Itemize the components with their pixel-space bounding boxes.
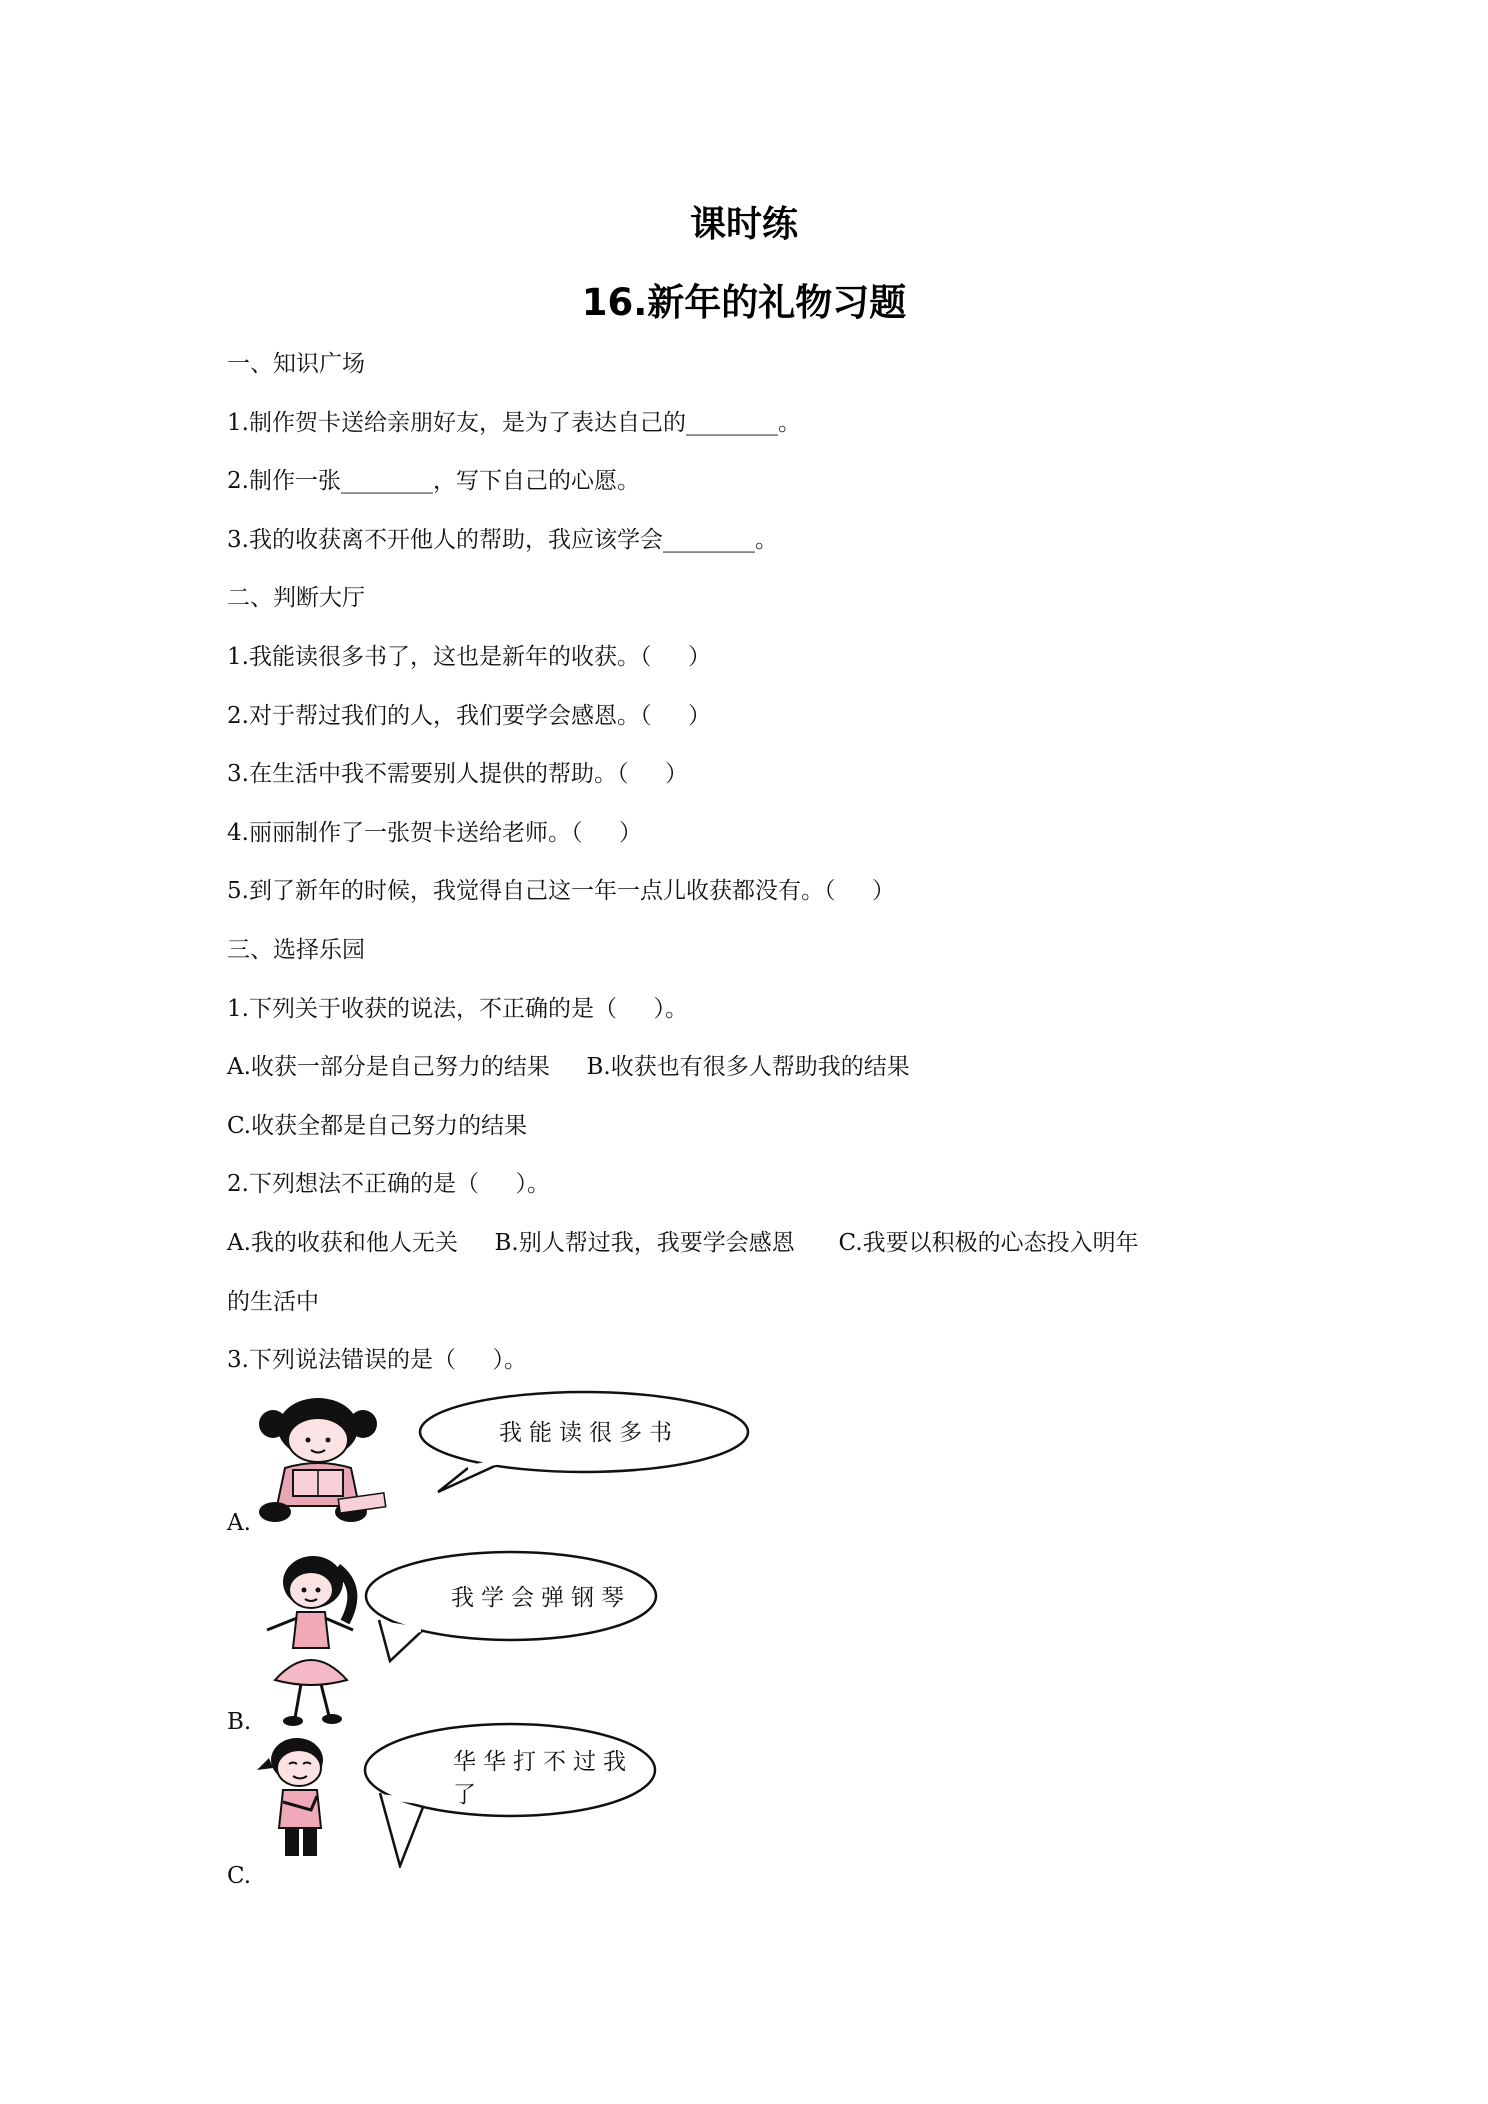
question-choice-2-options: A.我的收获和他人无关 B.别人帮过我，我要学会感恩 C.我要以积极的心态投入明年: [227, 1230, 1139, 1256]
question-judge-2: 2.对于帮过我们的人，我们要学会感恩。（ ）: [227, 703, 711, 729]
question-choice-1-option-c: C.收获全都是自己努力的结果: [227, 1113, 528, 1139]
page-subtitle: 16.新年的礼物习题: [581, 281, 907, 324]
question-choice-1-options-ab: A.收获一部分是自己努力的结果 B.收获也有很多人帮助我的结果: [227, 1054, 910, 1080]
question-choice-3: 3.下列说法错误的是（ ）。: [227, 1347, 527, 1373]
option-b-figure: [255, 1548, 725, 1733]
section-heading-knowledge: 一、知识广场: [227, 351, 365, 377]
option-a-figure: [255, 1388, 765, 1528]
bubble-text-c-line2: 了: [453, 1782, 483, 1808]
confident-child-icon: [257, 1738, 323, 1856]
question-choice-2: 2.下列想法不正确的是（ ）。: [227, 1171, 550, 1197]
speech-bubble: [365, 1724, 655, 1866]
girl-reading-icon: [259, 1398, 386, 1522]
girl-dancing-icon: [267, 1556, 353, 1726]
question-fill-3: 3.我的收获离不开他人的帮助，我应该学会________。: [227, 527, 778, 553]
option-b-label: B.: [227, 1709, 252, 1735]
question-choice-1: 1.下列关于收获的说法，不正确的是（ ）。: [227, 996, 688, 1022]
question-judge-5: 5.到了新年的时候，我觉得自己这一年一点儿收获都没有。（ ）: [227, 878, 895, 904]
speech-bubble: [366, 1552, 656, 1661]
question-choice-2-options-cont: 的生活中: [227, 1289, 319, 1315]
question-judge-1: 1.我能读很多书了，这也是新年的收获。（ ）: [227, 644, 711, 670]
question-judge-4: 4.丽丽制作了一张贺卡送给老师。（ ）: [227, 820, 642, 846]
question-fill-1: 1.制作贺卡送给亲朋好友，是为了表达自己的________。: [227, 410, 801, 436]
bubble-text-a: 我能读很多书: [499, 1420, 679, 1446]
option-a-label: A.: [227, 1510, 251, 1536]
option-c-label: C.: [227, 1863, 252, 1889]
bubble-text-c-line1: 华华打不过我: [453, 1749, 633, 1775]
question-fill-2: 2.制作一张________，写下自己的心愿。: [227, 468, 640, 494]
option-c-figure: [255, 1718, 715, 1868]
section-heading-judgement: 二、判断大厅: [227, 585, 365, 611]
page-title: 课时练: [689, 204, 798, 245]
speech-bubble: [420, 1392, 748, 1492]
section-heading-choice: 三、选择乐园: [227, 937, 365, 963]
question-judge-3: 3.在生活中我不需要别人提供的帮助。（ ）: [227, 761, 688, 787]
bubble-text-b: 我学会弹钢琴: [451, 1585, 631, 1611]
